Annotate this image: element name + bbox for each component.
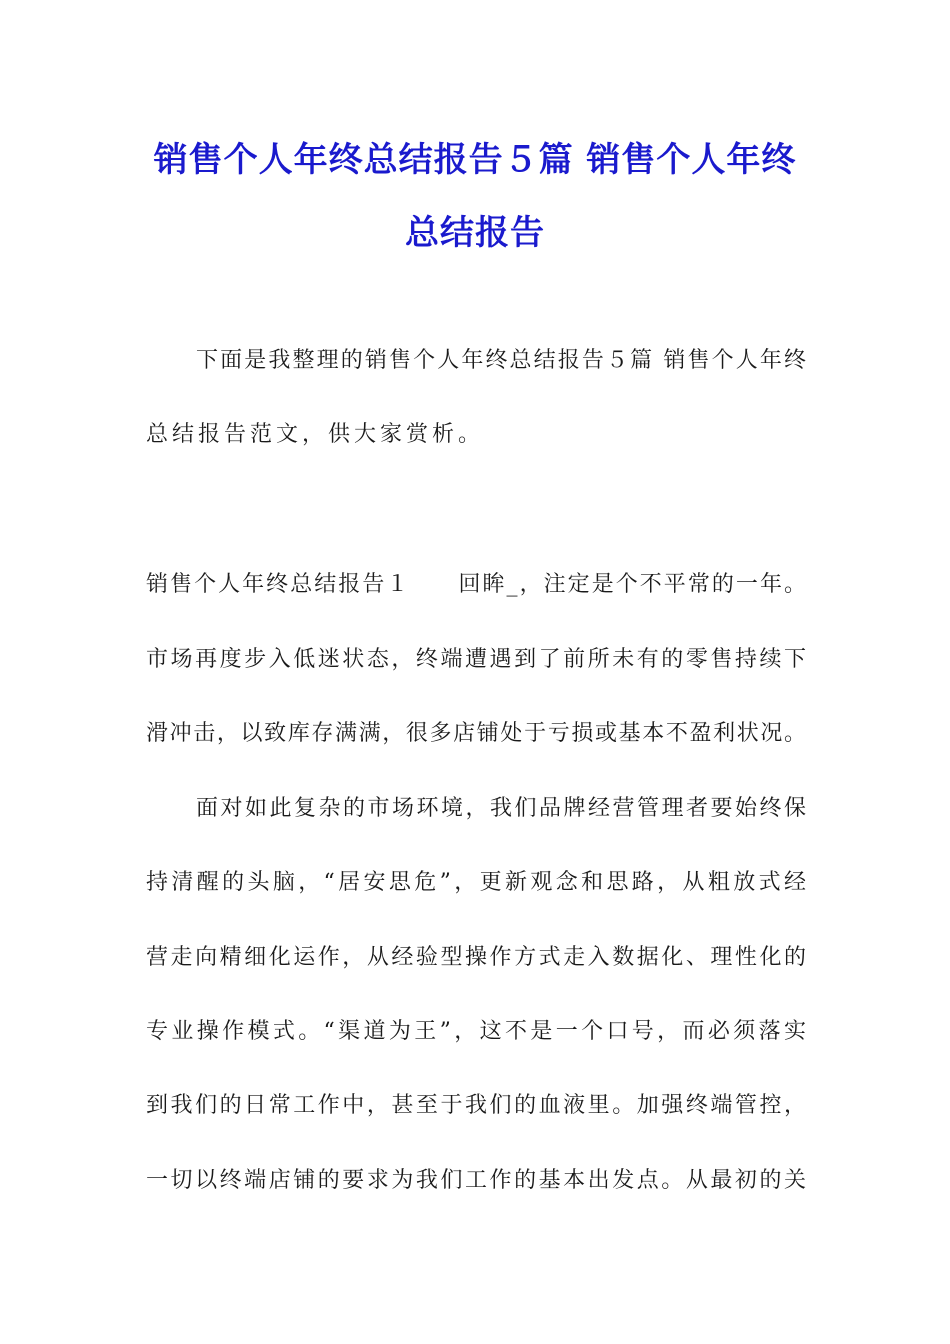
paragraph-line: 面对如此复杂的市场环境，我们品牌经营管理者要始终保 bbox=[196, 796, 806, 821]
document-title-line-2: 总结报告 bbox=[405, 213, 545, 253]
paragraph-line: 一切以终端店铺的要求为我们工作的基本出发点。从最初的关 bbox=[146, 1168, 806, 1193]
paragraph-line: 到我们的日常工作中，甚至于我们的血液里。加强终端管控， bbox=[146, 1093, 806, 1118]
paragraph-line: 专业操作模式。“渠道为王”，这不是一个口号，而必须落实 bbox=[146, 1019, 806, 1044]
paragraph-line: 市场再度步入低迷状态，终端遭遇到了前所未有的零售持续下 bbox=[146, 647, 806, 672]
paragraph-line: 下面是我整理的销售个人年终总结报告５篇 销售个人年终 bbox=[196, 348, 806, 373]
document-title-line-1: 销售个人年终总结报告５篇 销售个人年终 bbox=[153, 140, 797, 180]
paragraph-line: 滑冲击，以致库存满满，很多店铺处于亏损或基本不盈利状况。 bbox=[146, 721, 806, 746]
paragraph-line: 营走向精细化运作，从经验型操作方式走入数据化、理性化的 bbox=[146, 945, 806, 970]
paragraph-line: 持清醒的头脑，“居安思危”，更新观念和思路，从粗放式经 bbox=[146, 870, 806, 895]
paragraph-line: 销售个人年终总结报告１ 回眸_，注定是个不平常的一年。 bbox=[146, 572, 806, 597]
paragraph-line: 总结报告范文，供大家赏析。 bbox=[146, 422, 485, 447]
